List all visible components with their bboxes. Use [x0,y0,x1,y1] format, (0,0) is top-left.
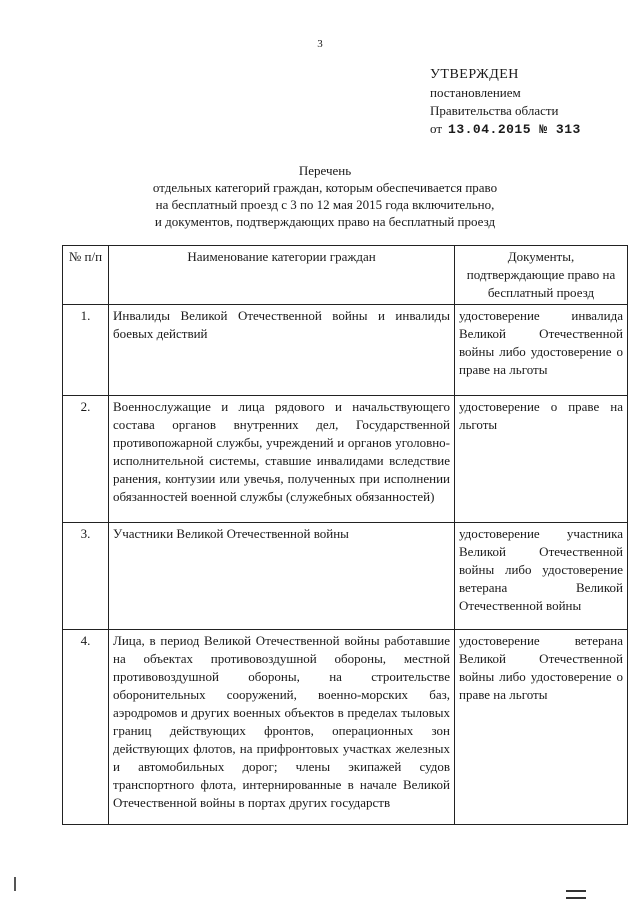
header-category: Наименование категории граждан [109,246,455,305]
table-header-row [63,246,628,305]
document-heading [100,162,550,230]
row-category: Участники Великой Отечественной войны [109,523,455,630]
header-documents: Документы, подтверждающие право на бесплатный проезд [455,246,628,305]
heading-line-4: и документов, подтверждающих право на бесплатный проезд [154,214,496,229]
table-row [63,396,628,523]
row-documents: удостоверение участника Великой Отечественной войны либо удостоверение ветерана Великой Отечественной войны [455,523,628,630]
row-category: Инвалиды Великой Отечественной войны и инвалиды боевых действий [109,305,455,396]
scan-artifact-left [14,877,16,891]
approval-title: УТВЕРЖДЕН [430,67,519,82]
row-number: 2. [63,396,109,523]
page-number: 3 [317,38,323,50]
row-documents: удостоверение о праве на льготы [455,396,628,523]
row-documents: удостоверение инвалида Великой Отечественной войны либо удостоверение о праве на льготы [455,305,628,396]
table-row [63,630,628,825]
row-number: 4. [63,630,109,825]
categories-table [62,245,628,825]
row-category: Военнослужащие и лица рядового и начальствующего состава органов внутренних дел, Государственной противопожарной службы, учреждений и органов уголовно-исполнительной системы, ставшие инвалидами вследствие ранения, контузии или увечья, полученных при исполнении обязанностей военной службы (служебных обязанностей) [109,396,455,523]
approval-line-2: Правительства области [430,103,559,118]
heading-line-2: отдельных категорий граждан, которым обеспечивается право [152,180,498,195]
table-row [63,523,628,630]
approval-date-stamp: 13.04.2015 № 313 [448,122,581,137]
row-number: 3. [63,523,109,630]
row-category: Лица, в период Великой Отечественной войны работавшие на объектах противовоздушной обороны, местной противовоздушной обороны, на строительстве оборонительных сооружений, военно-морских баз, аэродромов и других военных объектов в пределах тыловых границ действующих фронтов, операционных зон действующих флотов, на прифронтовых участках железных и автомобильных дорог; члены экипажей судов транспортного флота, интернированные в начале Великой Отечественной войны в портах других государств [109,630,455,825]
approval-date-row [430,120,581,139]
heading-line-3: на бесплатный проезд с 3 по 12 мая 2015 года включительно, [155,197,495,212]
row-number: 1. [63,305,109,396]
heading-title: Перечень [298,163,352,178]
approval-block [430,66,581,139]
header-number: № п/п [63,246,109,305]
table-row [63,305,628,396]
row-documents: удостоверение ветерана Великой Отечественной войны либо удостоверение о праве на льготы [455,630,628,825]
approval-date-prefix: от [430,121,443,136]
approval-line-1: постановлением [430,85,521,100]
scan-artifact-right [566,890,586,899]
